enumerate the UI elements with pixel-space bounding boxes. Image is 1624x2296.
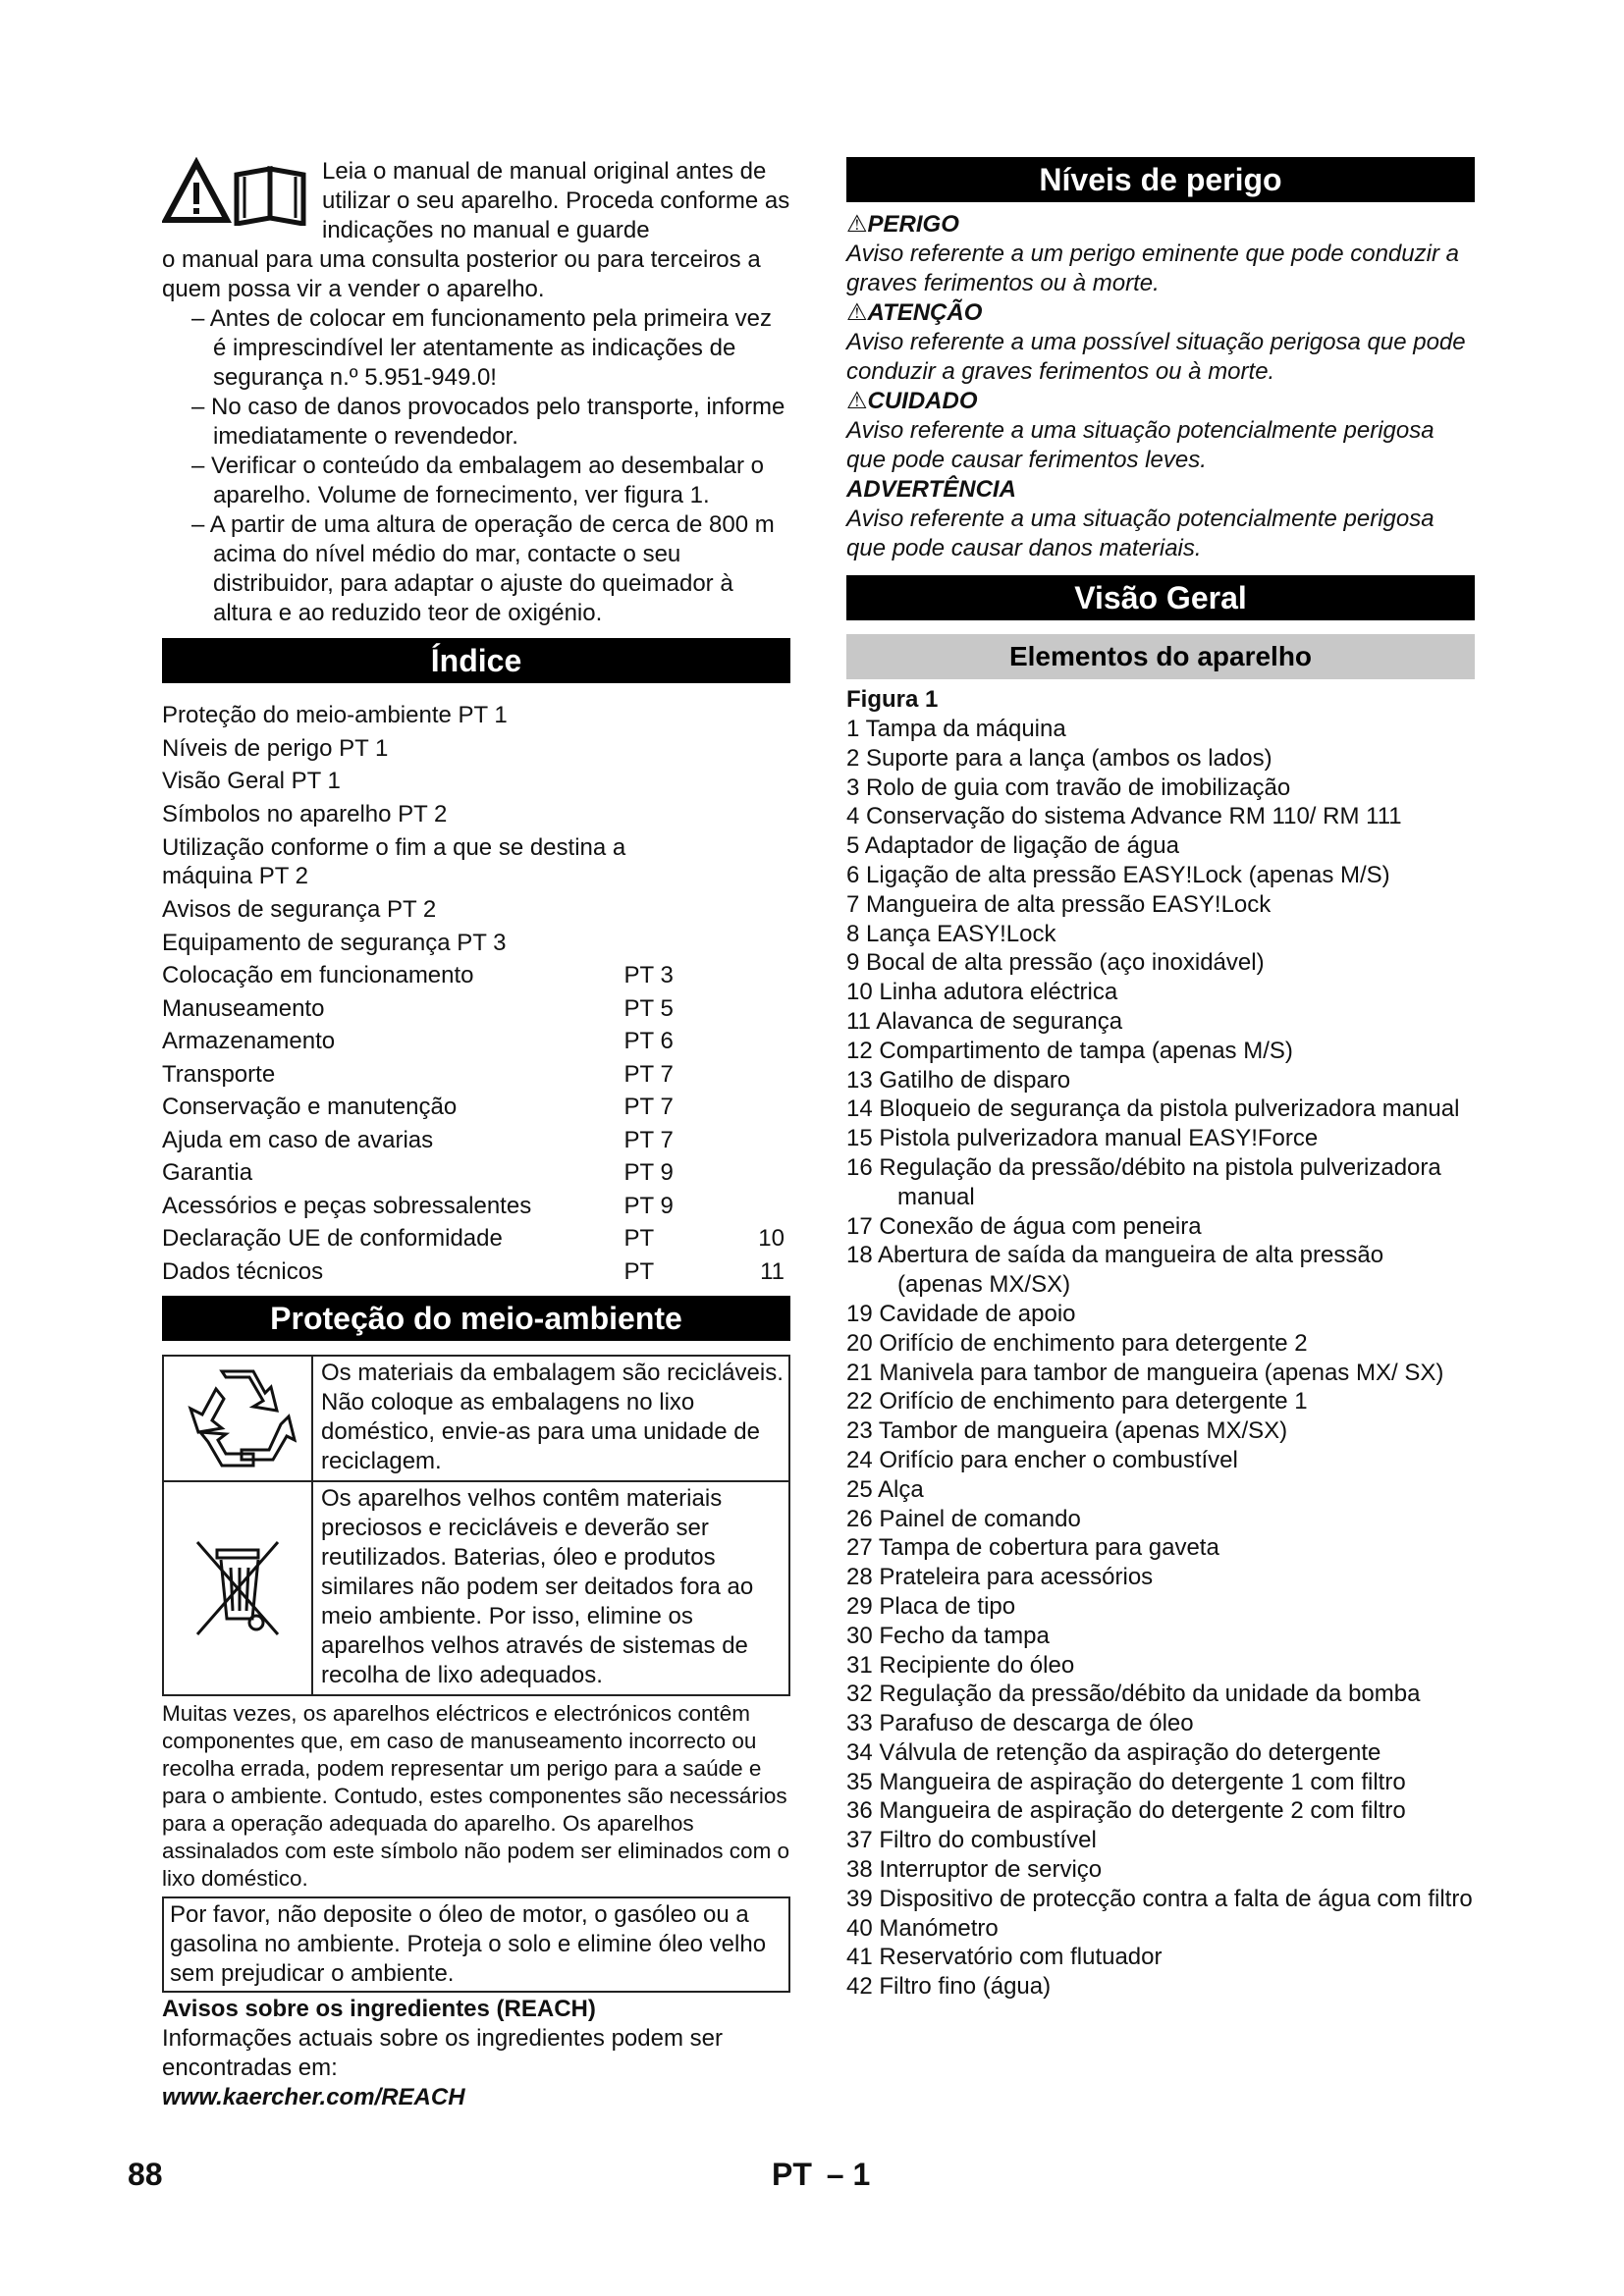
recycling-icon-cell [164, 1357, 313, 1480]
toc-row[interactable] [162, 1058, 790, 1092]
danger-levels [846, 210, 1475, 563]
device-elements-heading: Elementos do aparelho [846, 634, 1475, 679]
part-list-item: 41 Reservatório com flutuador [846, 1944, 1163, 1971]
toc-title: Garantia [162, 1159, 253, 1186]
toc-page-number [687, 959, 790, 992]
reach-heading: Avisos sobre os ingredientes (REACH) [162, 1996, 596, 2022]
toc-title: Manuseamento [162, 994, 325, 1022]
weee-icon-cell [164, 1482, 313, 1694]
part-list-item: 8 Lança EASY!Lock [846, 920, 1056, 947]
part-list-item: 38 Interruptor de serviço [846, 1856, 1103, 1884]
toc-title: Ajuda em caso de avarias [162, 1126, 434, 1153]
toc-page-number [687, 1091, 790, 1124]
part-list-item: 31 Recipiente do óleo [846, 1651, 1075, 1679]
toc-row[interactable] [162, 992, 790, 1026]
crossed-bin-icon [184, 1524, 292, 1652]
toc-item[interactable]: Símbolos no aparelho PT 2 [162, 800, 448, 828]
weee-text: Os aparelhos velhos contêm materiais preciosos e recicláveis e deverão ser reutilizados. Baterias, óleo e produtos similares não podem ser deitados fora ao meio ambiente. Por isso, elimine os aparelhos velhos através de sistemas de recolha de lixo adequados. [321, 1485, 754, 1688]
toc-item[interactable]: Avisos de segurança PT 2 [162, 896, 437, 923]
part-list-item: 35 Mangueira de aspiração do detergente 1 com filtro [846, 1768, 1406, 1795]
toc-title: Dados técnicos [162, 1257, 324, 1285]
danger-level-name: ATENÇÃO [867, 299, 983, 326]
danger-level-description: Aviso referente a um perigo eminente que pode conduzir a graves ferimentos ou à morte. [846, 240, 1459, 296]
part-list-item: 22 Orifício de enchimento para detergente 1 [846, 1388, 1308, 1415]
toc-page-number [687, 1025, 790, 1058]
danger-level-description: Aviso referente a uma situação potencialmente perigosa que pode causar danos materiais. [846, 506, 1435, 561]
part-list-item: 37 Filtro do combustível [846, 1827, 1097, 1854]
danger-level-name: PERIGO [867, 211, 959, 238]
part-list-item: 7 Mangueira de alta pressão EASY!Lock [846, 890, 1272, 918]
toc-page-prefix: PT 7 [623, 1060, 674, 1088]
toc-page-number [687, 1124, 790, 1157]
right-column [846, 157, 1475, 2002]
toc-item[interactable]: Proteção do meio-ambiente PT 1 [162, 702, 508, 728]
part-list-item: 2 Suporte para a lança (ambos os lados) [846, 744, 1272, 772]
toc-page-prefix: PT [623, 1225, 655, 1252]
toc-page-number: 10 [758, 1225, 785, 1252]
oil-notice-box [162, 1896, 790, 1993]
toc-page-prefix: PT 9 [623, 1159, 674, 1186]
intro-text-rest: o manual para uma consulta posterior ou para terceiros a quem possa vir a vender o aparelho. [162, 246, 761, 302]
toc-page-number [687, 992, 790, 1026]
toc-page-prefix: PT 7 [623, 1094, 674, 1120]
part-list-item: 4 Conservação do sistema Advance RM 110/ RM 111 [846, 803, 1402, 830]
toc-page-prefix: PT 3 [623, 962, 674, 988]
intro-paragraph [162, 157, 790, 245]
recycling-box [162, 1355, 790, 1482]
intro-bullet: – A partir de uma altura de operação de cerca de 800 m acima do nível médio do mar, contacte o seu distribuidor, para adaptar o ajuste do queimador à altura e ao reduzido teor de oxigénio. [191, 511, 775, 626]
part-list-item: 25 Alça [846, 1475, 924, 1503]
part-list-item: 27 Tampa de cobertura para gaveta [846, 1534, 1219, 1562]
intro-bullet: – Verificar o conteúdo da embalagem ao desembalar o aparelho. Volume de fornecimento, ver figura 1. [191, 453, 765, 508]
environment-heading: Proteção do meio-ambiente [162, 1296, 790, 1341]
toc-page-prefix: PT 9 [623, 1192, 674, 1219]
reach-text: Informações actuais sobre os ingredientes podem ser encontradas em: [162, 2025, 723, 2081]
part-list-item: 20 Orifício de enchimento para detergente 2 [846, 1329, 1308, 1357]
warning-triangle-icon: ⚠ [846, 299, 868, 326]
toc-page-prefix: PT 5 [623, 994, 674, 1022]
electrical-note: Muitas vezes, os aparelhos eléctricos e electrónicos contêm componentes que, em caso de manuseamento incorrecto ou recolha errada, podem representar um perigo para a saúde e para o ambiente. Contudo, estes componentes são necessários para a operação adequada do aparelho. Os aparelhos assinalados com este símbolo não podem ser eliminados com o lixo doméstico. [162, 1701, 790, 1891]
toc-row[interactable] [162, 1190, 790, 1223]
intro-text-first: Leia o manual de manual original antes de utilizar o seu aparelho. Proceda conforme as indicações no manual e guarde [322, 158, 790, 243]
recycling-icon [179, 1360, 297, 1477]
toc-page-prefix: PT [623, 1257, 655, 1285]
danger-level-description: Aviso referente a uma situação potencialmente perigosa que pode causar ferimentos leves. [846, 417, 1435, 473]
figure-label: Figura 1 [846, 686, 939, 713]
danger-level-name: CUIDADO [867, 388, 978, 414]
part-list-item: 9 Bocal de alta pressão (aço inoxidável) [846, 949, 1265, 977]
toc-row[interactable] [162, 1255, 790, 1289]
table-of-contents [162, 699, 790, 1288]
toc-row[interactable] [162, 1025, 790, 1058]
part-list-item: 3 Rolo de guia com travão de imobilização [846, 774, 1291, 801]
toc-item[interactable]: Visão Geral PT 1 [162, 768, 341, 794]
toc-title: Armazenamento [162, 1028, 336, 1054]
toc-item[interactable]: Equipamento de segurança PT 3 [162, 929, 507, 956]
part-list-item: 6 Ligação de alta pressão EASY!Lock (apenas M/S) [846, 861, 1390, 888]
warning-triangle-icon: ⚠ [846, 388, 868, 414]
danger-level-description: Aviso referente a uma possível situação perigosa que pode conduzir a graves ferimentos ou à morte. [846, 329, 1466, 385]
toc-title: Colocação em funcionamento [162, 962, 474, 988]
toc-page-prefix: PT 6 [623, 1028, 674, 1054]
recycling-text: Os materiais da embalagem são recicláveis. Não coloque as embalagens no lixo doméstico, envie-as para uma unidade de reciclagem. [321, 1360, 784, 1474]
part-list-item: 21 Manivela para tambor de mangueira (apenas MX/ SX) [846, 1359, 1444, 1386]
toc-page-number [687, 1058, 790, 1092]
part-list-item: 17 Conexão de água com peneira [846, 1212, 1202, 1240]
danger-level-label [846, 298, 1475, 328]
toc-page-prefix: PT 7 [623, 1126, 674, 1153]
part-list-item: 30 Fecho da tampa [846, 1622, 1050, 1649]
toc-row[interactable] [162, 1091, 790, 1124]
intro-bullet: – Antes de colocar em funcionamento pela primeira vez é imprescindível ler atentamente as indicações de segurança n.º 5.951-949.0! [191, 305, 772, 391]
page-number: 88 [128, 2157, 163, 2192]
part-list-item: 42 Filtro fino (água) [846, 1973, 1052, 2001]
part-list-item: 24 Orifício para encher o combustível [846, 1446, 1238, 1473]
toc-title: Acessórios e peças sobressalentes [162, 1192, 532, 1219]
part-list-item: 23 Tambor de mangueira (apenas MX/SX) [846, 1417, 1288, 1445]
toc-item[interactable]: Níveis de perigo PT 1 [162, 734, 389, 762]
reach-link[interactable]: www.kaercher.com/REACH [162, 2084, 465, 2110]
intro-bullet: – No caso de danos provocados pelo transporte, informe imediatamente o revendedor. [191, 394, 785, 450]
toc-row[interactable] [162, 959, 790, 992]
part-list-item: 29 Placa de tipo [846, 1592, 1016, 1620]
part-list-item: 5 Adaptador de ligação de água [846, 832, 1179, 860]
part-list-item: 36 Mangueira de aspiração do detergente 2 com filtro [846, 1797, 1406, 1825]
footer-subpage: 1 [852, 2157, 871, 2192]
part-list-item: 33 Parafuso de descarga de óleo [846, 1710, 1194, 1737]
toc-row[interactable] [162, 1124, 790, 1157]
part-list-item: 28 Prateleira para acessórios [846, 1564, 1154, 1591]
part-list-item: 15 Pistola pulverizadora manual EASY!Force [846, 1125, 1319, 1152]
toc-item[interactable]: Utilização conforme o fim a que se destina a máquina PT 2 [162, 834, 626, 889]
toc-page-number [687, 1190, 790, 1223]
danger-levels-heading: Níveis de perigo [846, 157, 1475, 202]
part-list-item: 39 Dispositivo de protecção contra a falta de água com filtro [846, 1885, 1473, 1912]
overview-heading: Visão Geral [846, 575, 1475, 620]
left-column [162, 157, 790, 2112]
toc-heading: Índice [162, 638, 790, 683]
toc-row[interactable] [162, 1156, 790, 1190]
part-list-item: 26 Painel de comando [846, 1505, 1081, 1532]
part-list-item: 19 Cavidade de apoio [846, 1300, 1076, 1327]
part-list-item: 16 Regulação da pressão/débito na pistola pulverizadora manual [846, 1153, 1441, 1210]
part-list-item: 10 Linha adutora eléctrica [846, 979, 1118, 1006]
danger-level-name: ADVERTÊNCIA [846, 476, 1016, 503]
parts-list [846, 715, 1475, 2002]
page-footer-section [772, 2157, 871, 2192]
part-list-item: 34 Válvula de retenção da aspiração do detergente [846, 1738, 1381, 1766]
part-list-item: 1 Tampa da máquina [846, 716, 1066, 742]
part-list-item: 12 Compartimento de tampa (apenas M/S) [846, 1037, 1293, 1064]
part-list-item: 13 Gatilho de disparo [846, 1066, 1071, 1094]
footer-section: PT [772, 2157, 812, 2192]
toc-title: Declaração UE de conformidade [162, 1225, 503, 1252]
warning-triangle-icon: ⚠ [846, 211, 868, 238]
part-list-item: 40 Manómetro [846, 1914, 999, 1942]
danger-level-label [846, 387, 1475, 416]
toc-row[interactable] [162, 1222, 790, 1255]
weee-box [162, 1482, 790, 1696]
toc-page-number: 11 [760, 1257, 785, 1285]
part-list-item: 11 Alavanca de segurança [846, 1007, 1123, 1035]
danger-level-label [846, 210, 1475, 240]
footer-dash: – [826, 2157, 844, 2192]
part-list-item: 14 Bloqueio de segurança da pistola pulverizadora manual [846, 1095, 1460, 1123]
oil-notice-text: Por favor, não deposite o óleo de motor, o gasóleo ou a gasolina no ambiente. Proteja o solo e elimine óleo velho sem prejudicar o ambiente. [170, 1901, 767, 1987]
part-list-item: 18 Abertura de saída da mangueira de alta pressão (apenas MX/SX) [846, 1242, 1384, 1299]
warning-read-manual-icon [162, 157, 309, 226]
danger-level-label [846, 475, 1475, 505]
part-list-item: 32 Regulação da pressão/débito da unidade da bomba [846, 1681, 1421, 1708]
toc-page-number [687, 1156, 790, 1190]
toc-title: Transporte [162, 1060, 276, 1088]
toc-title: Conservação e manutenção [162, 1094, 458, 1120]
